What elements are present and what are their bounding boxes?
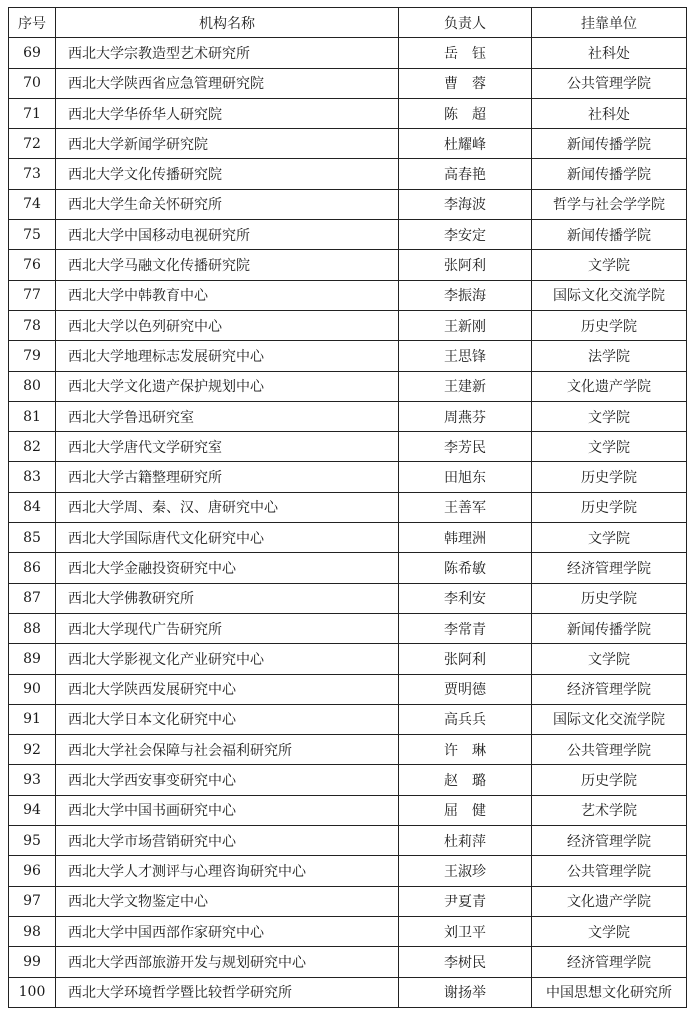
cell-person-in-charge: 岳 钰 xyxy=(399,38,532,68)
cell-number: 100 xyxy=(9,977,56,1007)
cell-affiliated-unit: 文学院 xyxy=(532,523,687,553)
cell-number: 82 xyxy=(9,432,56,462)
cell-number: 85 xyxy=(9,523,56,553)
cell-number: 97 xyxy=(9,886,56,916)
cell-affiliated-unit: 新闻传播学院 xyxy=(532,613,687,643)
cell-institution-name: 西北大学环境哲学暨比较哲学研究所 xyxy=(56,977,399,1007)
cell-affiliated-unit: 历史学院 xyxy=(532,492,687,522)
cell-person-in-charge: 赵 璐 xyxy=(399,765,532,795)
table-row xyxy=(9,553,687,583)
table-row xyxy=(9,826,687,856)
cell-affiliated-unit: 经济管理学院 xyxy=(532,826,687,856)
cell-number: 94 xyxy=(9,795,56,825)
table-row xyxy=(9,613,687,643)
cell-person-in-charge: 刘卫平 xyxy=(399,916,532,946)
cell-institution-name: 西北大学中国移动电视研究所 xyxy=(56,220,399,250)
table-row xyxy=(9,765,687,795)
cell-number: 76 xyxy=(9,250,56,280)
cell-person-in-charge: 尹夏青 xyxy=(399,886,532,916)
cell-institution-name: 西北大学陕西发展研究中心 xyxy=(56,674,399,704)
cell-institution-name: 西北大学地理标志发展研究中心 xyxy=(56,341,399,371)
table-row xyxy=(9,735,687,765)
cell-person-in-charge: 田旭东 xyxy=(399,462,532,492)
cell-institution-name: 西北大学新闻学研究院 xyxy=(56,129,399,159)
cell-institution-name: 西北大学文化传播研究院 xyxy=(56,159,399,189)
cell-affiliated-unit: 社科处 xyxy=(532,98,687,128)
cell-affiliated-unit: 历史学院 xyxy=(532,583,687,613)
cell-number: 75 xyxy=(9,220,56,250)
table-row xyxy=(9,220,687,250)
cell-institution-name: 西北大学佛教研究所 xyxy=(56,583,399,613)
table-row xyxy=(9,886,687,916)
cell-affiliated-unit: 文学院 xyxy=(532,432,687,462)
cell-person-in-charge: 高兵兵 xyxy=(399,704,532,734)
cell-person-in-charge: 陈 超 xyxy=(399,98,532,128)
cell-institution-name: 西北大学文化遗产保护规划中心 xyxy=(56,371,399,401)
table-row xyxy=(9,644,687,674)
cell-person-in-charge: 周燕芬 xyxy=(399,401,532,431)
cell-institution-name: 西北大学文物鉴定中心 xyxy=(56,886,399,916)
cell-institution-name: 西北大学古籍整理研究所 xyxy=(56,462,399,492)
cell-number: 90 xyxy=(9,674,56,704)
cell-person-in-charge: 许 琳 xyxy=(399,735,532,765)
table-row xyxy=(9,977,687,1007)
cell-person-in-charge: 张阿利 xyxy=(399,250,532,280)
cell-number: 83 xyxy=(9,462,56,492)
table-row xyxy=(9,795,687,825)
cell-person-in-charge: 韩理洲 xyxy=(399,523,532,553)
cell-institution-name: 西北大学鲁迅研究室 xyxy=(56,401,399,431)
cell-number: 96 xyxy=(9,856,56,886)
cell-number: 93 xyxy=(9,765,56,795)
cell-person-in-charge: 杜耀峰 xyxy=(399,129,532,159)
table-row xyxy=(9,98,687,128)
cell-person-in-charge: 陈希敏 xyxy=(399,553,532,583)
cell-institution-name: 西北大学国际唐代文化研究中心 xyxy=(56,523,399,553)
cell-affiliated-unit: 国际文化交流学院 xyxy=(532,280,687,310)
cell-number: 98 xyxy=(9,916,56,946)
table-row xyxy=(9,371,687,401)
table-row xyxy=(9,856,687,886)
cell-number: 78 xyxy=(9,310,56,340)
cell-affiliated-unit: 经济管理学院 xyxy=(532,553,687,583)
cell-number: 81 xyxy=(9,401,56,431)
cell-person-in-charge: 李利安 xyxy=(399,583,532,613)
cell-affiliated-unit: 历史学院 xyxy=(532,765,687,795)
cell-affiliated-unit: 法学院 xyxy=(532,341,687,371)
table-row xyxy=(9,704,687,734)
cell-number: 86 xyxy=(9,553,56,583)
table-row xyxy=(9,310,687,340)
cell-institution-name: 西北大学市场营销研究中心 xyxy=(56,826,399,856)
cell-institution-name: 西北大学陕西省应急管理研究院 xyxy=(56,68,399,98)
cell-person-in-charge: 李海波 xyxy=(399,189,532,219)
cell-institution-name: 西北大学唐代文学研究室 xyxy=(56,432,399,462)
cell-institution-name: 西北大学以色列研究中心 xyxy=(56,310,399,340)
cell-institution-name: 西北大学马融文化传播研究院 xyxy=(56,250,399,280)
cell-institution-name: 西北大学现代广告研究所 xyxy=(56,613,399,643)
cell-institution-name: 西北大学社会保障与社会福利研究所 xyxy=(56,735,399,765)
header-affiliated-unit: 挂靠单位 xyxy=(532,8,687,38)
cell-affiliated-unit: 经济管理学院 xyxy=(532,947,687,977)
cell-affiliated-unit: 社科处 xyxy=(532,38,687,68)
cell-affiliated-unit: 哲学与社会学学院 xyxy=(532,189,687,219)
cell-institution-name: 西北大学宗教造型艺术研究所 xyxy=(56,38,399,68)
cell-number: 88 xyxy=(9,613,56,643)
cell-number: 69 xyxy=(9,38,56,68)
header-person-in-charge: 负责人 xyxy=(399,8,532,38)
cell-institution-name: 西北大学影视文化产业研究中心 xyxy=(56,644,399,674)
cell-number: 92 xyxy=(9,735,56,765)
cell-affiliated-unit: 新闻传播学院 xyxy=(532,220,687,250)
cell-number: 77 xyxy=(9,280,56,310)
table-row xyxy=(9,341,687,371)
cell-affiliated-unit: 新闻传播学院 xyxy=(532,129,687,159)
cell-institution-name: 西北大学人才测评与心理咨询研究中心 xyxy=(56,856,399,886)
table-row xyxy=(9,583,687,613)
cell-number: 71 xyxy=(9,98,56,128)
cell-number: 89 xyxy=(9,644,56,674)
table-row xyxy=(9,401,687,431)
cell-affiliated-unit: 历史学院 xyxy=(532,310,687,340)
cell-affiliated-unit: 文学院 xyxy=(532,401,687,431)
cell-institution-name: 西北大学周、秦、汉、唐研究中心 xyxy=(56,492,399,522)
cell-affiliated-unit: 文化遗产学院 xyxy=(532,371,687,401)
cell-institution-name: 西北大学西安事变研究中心 xyxy=(56,765,399,795)
cell-institution-name: 西北大学华侨华人研究院 xyxy=(56,98,399,128)
cell-institution-name: 西北大学中韩教育中心 xyxy=(56,280,399,310)
institutions-table xyxy=(8,7,687,1008)
table-row xyxy=(9,462,687,492)
cell-person-in-charge: 李安定 xyxy=(399,220,532,250)
cell-person-in-charge: 谢扬举 xyxy=(399,977,532,1007)
cell-affiliated-unit: 文学院 xyxy=(532,916,687,946)
table-row xyxy=(9,250,687,280)
cell-affiliated-unit: 中国思想文化研究所 xyxy=(532,977,687,1007)
cell-affiliated-unit: 历史学院 xyxy=(532,462,687,492)
cell-affiliated-unit: 新闻传播学院 xyxy=(532,159,687,189)
cell-person-in-charge: 高春艳 xyxy=(399,159,532,189)
cell-institution-name: 西北大学金融投资研究中心 xyxy=(56,553,399,583)
cell-affiliated-unit: 文学院 xyxy=(532,644,687,674)
cell-person-in-charge: 贾明德 xyxy=(399,674,532,704)
cell-institution-name: 西北大学生命关怀研究所 xyxy=(56,189,399,219)
table-header-row xyxy=(9,8,687,38)
table-row xyxy=(9,38,687,68)
cell-person-in-charge: 张阿利 xyxy=(399,644,532,674)
cell-person-in-charge: 王淑珍 xyxy=(399,856,532,886)
table-row xyxy=(9,492,687,522)
cell-number: 87 xyxy=(9,583,56,613)
cell-number: 84 xyxy=(9,492,56,522)
cell-institution-name: 西北大学西部旅游开发与规划研究中心 xyxy=(56,947,399,977)
cell-affiliated-unit: 公共管理学院 xyxy=(532,735,687,765)
cell-institution-name: 西北大学中国书画研究中心 xyxy=(56,795,399,825)
cell-number: 95 xyxy=(9,826,56,856)
table-row xyxy=(9,947,687,977)
table-row xyxy=(9,916,687,946)
cell-affiliated-unit: 公共管理学院 xyxy=(532,856,687,886)
table-row xyxy=(9,189,687,219)
cell-person-in-charge: 李振海 xyxy=(399,280,532,310)
table-row xyxy=(9,674,687,704)
table-row xyxy=(9,523,687,553)
cell-person-in-charge: 杜莉萍 xyxy=(399,826,532,856)
table-row xyxy=(9,129,687,159)
cell-person-in-charge: 屈 健 xyxy=(399,795,532,825)
cell-number: 70 xyxy=(9,68,56,98)
table-row xyxy=(9,280,687,310)
cell-number: 72 xyxy=(9,129,56,159)
cell-person-in-charge: 王建新 xyxy=(399,371,532,401)
cell-affiliated-unit: 经济管理学院 xyxy=(532,674,687,704)
cell-affiliated-unit: 艺术学院 xyxy=(532,795,687,825)
cell-person-in-charge: 王新刚 xyxy=(399,310,532,340)
cell-person-in-charge: 李芳民 xyxy=(399,432,532,462)
cell-number: 74 xyxy=(9,189,56,219)
table-row xyxy=(9,68,687,98)
cell-affiliated-unit: 文化遗产学院 xyxy=(532,886,687,916)
cell-number: 80 xyxy=(9,371,56,401)
cell-number: 79 xyxy=(9,341,56,371)
cell-person-in-charge: 王善军 xyxy=(399,492,532,522)
cell-person-in-charge: 李树民 xyxy=(399,947,532,977)
cell-institution-name: 西北大学中国西部作家研究中心 xyxy=(56,916,399,946)
cell-affiliated-unit: 公共管理学院 xyxy=(532,68,687,98)
header-institution-name: 机构名称 xyxy=(56,8,399,38)
cell-affiliated-unit: 文学院 xyxy=(532,250,687,280)
cell-person-in-charge: 李常青 xyxy=(399,613,532,643)
table-row xyxy=(9,432,687,462)
header-number: 序号 xyxy=(9,8,56,38)
cell-person-in-charge: 王思锋 xyxy=(399,341,532,371)
cell-number: 99 xyxy=(9,947,56,977)
cell-affiliated-unit: 国际文化交流学院 xyxy=(532,704,687,734)
cell-number: 91 xyxy=(9,704,56,734)
cell-number: 73 xyxy=(9,159,56,189)
cell-institution-name: 西北大学日本文化研究中心 xyxy=(56,704,399,734)
table-row xyxy=(9,159,687,189)
cell-person-in-charge: 曹 蓉 xyxy=(399,68,532,98)
